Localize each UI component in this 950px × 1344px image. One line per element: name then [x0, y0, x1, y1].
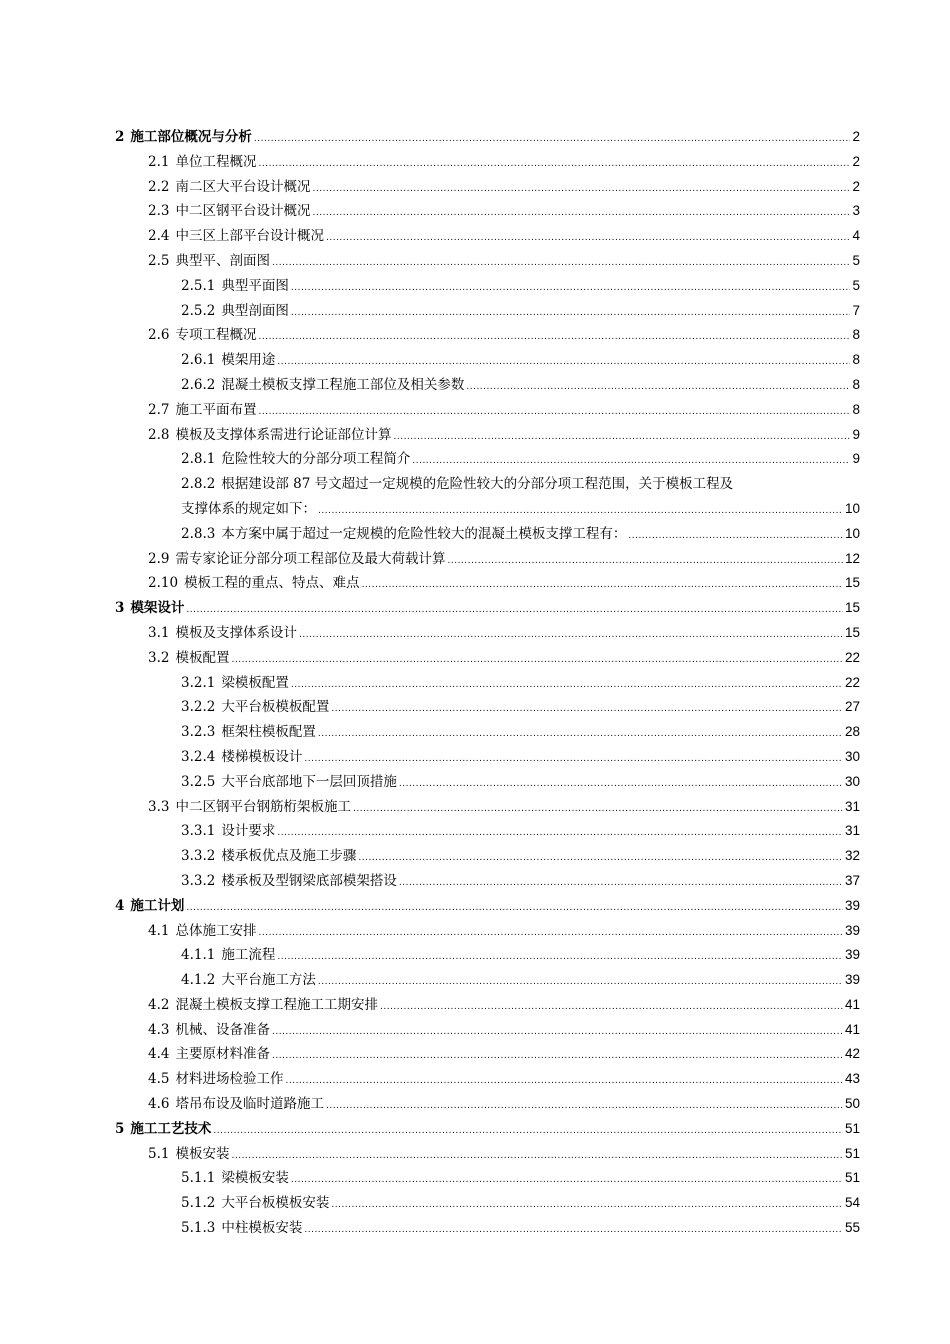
toc-entry-title: 塔吊布设及临时道路施工	[175, 1096, 324, 1113]
toc-page-number: 30	[844, 773, 860, 789]
toc-entry-number: 2.8	[148, 426, 170, 443]
toc-entry-title: 危险性较大的分部分项工程简介	[221, 451, 411, 468]
toc-entry-title: 楼梯模板设计	[221, 748, 303, 765]
toc-entry-number: 3.3.2	[181, 872, 216, 889]
toc-dot-leader	[318, 722, 843, 747]
toc-page-number: 51	[844, 1170, 860, 1186]
toc-page-number: 31	[844, 823, 860, 839]
toc-entry-title: 单位工程概况	[175, 153, 257, 170]
toc-entry[interactable]	[115, 274, 860, 299]
toc-dot-leader	[304, 747, 843, 772]
toc-dot-leader	[412, 449, 850, 474]
toc-entry-number: 2.7	[148, 401, 170, 418]
toc-entry-number: 3.2.2	[181, 699, 216, 716]
toc-entry-title: 根据建设部 87 号文超过一定规模的危险性较大的分部分项工程范围，关于模板工程及	[221, 476, 734, 493]
toc-entry-number: 2	[115, 129, 125, 145]
toc-entry[interactable]	[115, 299, 860, 324]
toc-entry[interactable]	[115, 1018, 860, 1043]
toc-entry[interactable]	[115, 1067, 860, 1092]
toc-entry-title: 典型剖面图	[221, 302, 289, 319]
toc-entry-title: 模板安装	[175, 1145, 230, 1162]
toc-entry[interactable]	[115, 472, 860, 522]
toc-entry-title: 施工平面布置	[175, 401, 257, 418]
toc-entry-title: 模架设计	[130, 600, 185, 617]
toc-entry[interactable]	[115, 150, 860, 175]
toc-entry-title: 中三区上部平台设计概况	[175, 228, 324, 245]
toc-entry[interactable]	[115, 348, 860, 373]
toc-dot-leader	[258, 400, 850, 425]
toc-entry-title: 中柱模板安装	[221, 1220, 303, 1237]
toc-page-number: 54	[844, 1195, 860, 1211]
toc-entry-number: 2.8.1	[181, 451, 216, 468]
toc-dot-leader	[399, 772, 843, 797]
toc-entry-title: 施工流程	[221, 947, 276, 964]
toc-entry-title: 南二区大平台设计概况	[175, 178, 311, 195]
toc-page-number: 10	[844, 525, 860, 541]
toc-entry[interactable]	[115, 1191, 860, 1216]
toc-page-number: 27	[844, 699, 860, 715]
toc-entry-number: 4.1.1	[181, 947, 216, 964]
toc-page-number: 39	[844, 947, 860, 963]
toc-entry-title: 模板及支撑体系需进行论证部位计算	[175, 426, 392, 443]
toc-dot-leader	[277, 350, 850, 375]
toc-dot-leader	[393, 425, 850, 450]
toc-entry-title: 梁模板安装	[221, 1170, 289, 1187]
toc-entry-number: 4.6	[148, 1096, 170, 1113]
toc-dot-leader	[399, 871, 843, 896]
toc-entry[interactable]	[115, 224, 860, 249]
toc-entry-number: 3.2	[148, 649, 170, 666]
toc-entry-title: 混凝土模板支撑工程施工工期安排	[175, 996, 378, 1013]
toc-entry-title: 主要原材料准备	[175, 1046, 270, 1063]
toc-page-number: 10	[844, 500, 860, 516]
toc-page-number: 5	[852, 277, 860, 293]
toc-entry-title: 典型平、剖面图	[175, 252, 270, 269]
toc-page-number: 22	[844, 674, 860, 690]
toc-dot-leader	[312, 201, 850, 226]
toc-entry-title: 大平台板模板配置	[221, 699, 330, 716]
toc-dot-leader	[285, 1069, 842, 1094]
toc-dot-leader	[258, 921, 842, 946]
toc-entry-number: 2.6.2	[181, 376, 216, 393]
toc-entry-title: 模板及支撑体系设计	[175, 624, 297, 641]
toc-dot-leader	[358, 846, 843, 871]
toc-dot-leader	[291, 301, 851, 326]
toc-entry[interactable]	[115, 993, 860, 1018]
toc-entry[interactable]	[115, 323, 860, 348]
toc-entry-number: 2.10	[148, 575, 179, 592]
toc-dot-leader	[628, 524, 843, 549]
toc-entry-number: 3.3.1	[181, 823, 216, 840]
toc-entry-title: 设计要求	[221, 823, 276, 840]
toc-entry-number: 3.2.1	[181, 674, 216, 691]
toc-entry[interactable]	[115, 894, 860, 919]
toc-dot-leader	[231, 1144, 842, 1169]
toc-page-number: 55	[844, 1220, 860, 1236]
toc-dot-leader	[258, 152, 850, 177]
toc-page-number: 39	[844, 922, 860, 938]
toc-page-number: 9	[852, 426, 860, 442]
toc-page-number: 5	[852, 252, 860, 268]
toc-entry-number: 2.5.2	[181, 302, 216, 319]
toc-entry-number: 2.9	[148, 550, 170, 567]
toc-entry-title: 施工计划	[130, 897, 185, 914]
toc-entry-number: 2.8.2	[181, 476, 216, 493]
toc-dot-leader	[380, 995, 843, 1020]
toc-entry[interactable]	[115, 596, 860, 621]
toc-entry[interactable]	[115, 844, 860, 869]
toc-dot-leader	[254, 127, 851, 152]
toc-entry[interactable]	[115, 373, 860, 398]
toc-entry-title: 梁模板配置	[221, 674, 289, 691]
toc-entry[interactable]	[115, 671, 860, 696]
toc-entry[interactable]	[115, 522, 860, 547]
toc-entry-number: 4.1.2	[181, 972, 216, 989]
toc-entry[interactable]	[115, 199, 860, 224]
toc-entry[interactable]	[115, 423, 860, 448]
toc-entry[interactable]	[115, 571, 860, 596]
toc-entry-number: 2.8.3	[181, 525, 216, 542]
toc-page-number: 8	[852, 327, 860, 343]
toc-page-number: 3	[852, 203, 860, 219]
toc-entry[interactable]	[115, 695, 860, 720]
toc-entry-number: 3.3.2	[181, 848, 216, 865]
toc-entry-number: 3	[115, 600, 125, 617]
toc-entry[interactable]	[115, 795, 860, 820]
toc-dot-leader	[213, 1119, 843, 1144]
toc-entry[interactable]	[115, 1142, 860, 1167]
toc-dot-leader	[362, 573, 843, 598]
toc-entry-title: 专项工程概况	[175, 327, 257, 344]
toc-entry-title: 总体施工安排	[175, 922, 257, 939]
toc-dot-leader	[318, 970, 843, 995]
toc-entry-number: 4	[115, 897, 125, 914]
toc-entry[interactable]	[115, 919, 860, 944]
toc-entry[interactable]	[115, 621, 860, 646]
toc-page-number: 28	[844, 724, 860, 740]
toc-page-number: 50	[844, 1096, 860, 1112]
toc-entry-title-continued: 支撑体系的规定如下：	[181, 500, 316, 517]
toc-entry[interactable]	[115, 1166, 860, 1191]
toc-dot-leader	[466, 375, 850, 400]
toc-dot-leader	[272, 1044, 843, 1069]
toc-entry-number: 4.5	[148, 1071, 170, 1088]
toc-entry-title: 材料进场检验工作	[175, 1071, 284, 1088]
toc-page-number: 8	[852, 376, 860, 392]
toc-page-number: 9	[852, 451, 860, 467]
toc-dot-leader	[326, 1094, 843, 1119]
toc-page-number: 41	[844, 1021, 860, 1037]
toc-entry-number: 3.2.3	[181, 724, 216, 741]
toc-entry-number: 3.2.5	[181, 773, 216, 790]
toc-page-number: 15	[844, 624, 860, 640]
toc-dot-leader	[304, 1218, 843, 1243]
toc-page-number: 43	[844, 1071, 860, 1087]
toc-page-number: 39	[844, 897, 860, 913]
toc-entry[interactable]	[115, 547, 860, 572]
toc-entry-title: 本方案中属于超过一定规模的危险性较大的混凝土模板支撑工程有：	[221, 525, 627, 542]
toc-page-number: 7	[852, 302, 860, 318]
toc-dot-leader	[186, 598, 843, 623]
toc-entry[interactable]	[115, 869, 860, 894]
toc-entry-title: 模架用途	[221, 352, 276, 369]
toc-page-number: 41	[844, 996, 860, 1012]
toc-dot-leader	[318, 499, 843, 524]
toc-entry-number: 2.6.1	[181, 352, 216, 369]
toc-page-number: 2	[852, 178, 860, 194]
toc-entry[interactable]	[115, 1042, 860, 1067]
toc-entry[interactable]	[115, 968, 860, 993]
toc-page-number: 4	[852, 228, 860, 244]
toc-entry-number: 2.1	[148, 153, 170, 170]
toc-page-number: 51	[844, 1145, 860, 1161]
toc-dot-leader	[353, 797, 843, 822]
toc-entry[interactable]	[115, 175, 860, 200]
toc-entry-number: 2.6	[148, 327, 170, 344]
toc-dot-leader	[326, 226, 851, 251]
toc-dot-leader	[272, 1020, 843, 1045]
toc-entry-title: 施工工艺技术	[130, 1120, 212, 1137]
toc-entry-number: 3.1	[148, 624, 170, 641]
toc-page-number: 31	[844, 798, 860, 814]
toc-entry-title: 需专家论证分部分项工程部位及最大荷载计算	[175, 550, 446, 567]
toc-entry-title: 楼承板优点及施工步骤	[221, 848, 357, 865]
toc-entry-number: 3.2.4	[181, 748, 216, 765]
toc-entry-number: 2.5.1	[181, 277, 216, 294]
toc-entry-title: 框架柱模板配置	[221, 724, 316, 741]
toc-entry-number: 4.3	[148, 1021, 170, 1038]
toc-entry[interactable]	[115, 720, 860, 745]
toc-dot-leader	[331, 1193, 843, 1218]
toc-entry[interactable]	[115, 1216, 860, 1241]
toc-entry[interactable]	[115, 646, 860, 671]
toc-page-number: 2	[852, 153, 860, 169]
toc-dot-leader	[291, 276, 851, 301]
toc-dot-leader	[291, 673, 843, 698]
toc-entry-number: 3.3	[148, 798, 170, 815]
toc-entry-title: 混凝土模板支撑工程施工部位及相关参数	[221, 376, 465, 393]
toc-page-number: 8	[852, 352, 860, 368]
toc-entry-title: 模板配置	[175, 649, 230, 666]
toc-entry-title: 中二区钢平台钢筋桁架板施工	[175, 798, 351, 815]
toc-page-number: 15	[844, 575, 860, 591]
toc-entry-title: 大平台施工方法	[221, 972, 316, 989]
toc-entry-number: 2.2	[148, 178, 170, 195]
toc-entry-number: 4.1	[148, 922, 170, 939]
toc-entry[interactable]	[115, 1117, 860, 1142]
toc-dot-leader	[277, 821, 843, 846]
toc-dot-leader	[231, 648, 842, 673]
toc-page-number: 2	[852, 129, 860, 144]
toc-dot-leader	[447, 549, 842, 574]
toc-entry-number: 4.4	[148, 1046, 170, 1063]
toc-entry[interactable]	[115, 943, 860, 968]
toc-entry[interactable]	[115, 745, 860, 770]
toc-page-number: 30	[844, 748, 860, 764]
toc-entry-number: 2.5	[148, 252, 170, 269]
toc-entry[interactable]	[115, 1092, 860, 1117]
toc-dot-leader	[186, 896, 843, 921]
toc-dot-leader	[299, 623, 843, 648]
toc-entry-title: 大平台板模板安装	[221, 1195, 330, 1212]
toc-entry-number: 5.1.2	[181, 1195, 216, 1212]
toc-page-number: 8	[852, 401, 860, 417]
toc-entry-title: 中二区钢平台设计概况	[175, 203, 311, 220]
toc-dot-leader	[312, 177, 850, 202]
toc-entry-title: 楼承板及型钢梁底部模架搭设	[221, 872, 397, 889]
toc-page-number: 51	[844, 1120, 860, 1136]
toc-dot-leader	[258, 325, 850, 350]
toc-page-number: 42	[844, 1046, 860, 1062]
toc-entry-title: 模板工程的重点、特点、难点	[184, 575, 360, 592]
toc-entry-title: 典型平面图	[221, 277, 289, 294]
toc-entry-number: 2.4	[148, 228, 170, 245]
toc-entry-number: 2.3	[148, 203, 170, 220]
toc-page-number: 15	[844, 600, 860, 616]
toc-dot-leader	[277, 945, 843, 970]
table-of-contents	[115, 125, 860, 1241]
toc-entry-title: 大平台底部地下一层回顶措施	[221, 773, 397, 790]
toc-entry[interactable]	[115, 447, 860, 472]
toc-entry-title: 施工部位概况与分析	[130, 129, 252, 145]
toc-entry[interactable]	[115, 249, 860, 274]
toc-entry-number: 5.1.3	[181, 1220, 216, 1237]
toc-page-number: 12	[844, 550, 860, 566]
toc-page-number: 39	[844, 972, 860, 988]
toc-dot-leader	[272, 251, 851, 276]
toc-entry-number: 5	[115, 1120, 125, 1137]
toc-entry-number: 4.2	[148, 996, 170, 1013]
toc-entry[interactable]	[115, 819, 860, 844]
toc-entry-title: 机械、设备准备	[175, 1021, 270, 1038]
toc-entry-number: 5.1	[148, 1145, 170, 1162]
toc-dot-leader	[291, 1168, 843, 1193]
toc-page-number: 32	[844, 848, 860, 864]
toc-entry[interactable]	[115, 398, 860, 423]
toc-entry[interactable]	[115, 770, 860, 795]
toc-dot-leader	[331, 697, 843, 722]
toc-entry[interactable]	[115, 125, 860, 150]
toc-entry-number: 5.1.1	[181, 1170, 216, 1187]
toc-page-number: 37	[844, 872, 860, 888]
toc-page-number: 22	[844, 649, 860, 665]
